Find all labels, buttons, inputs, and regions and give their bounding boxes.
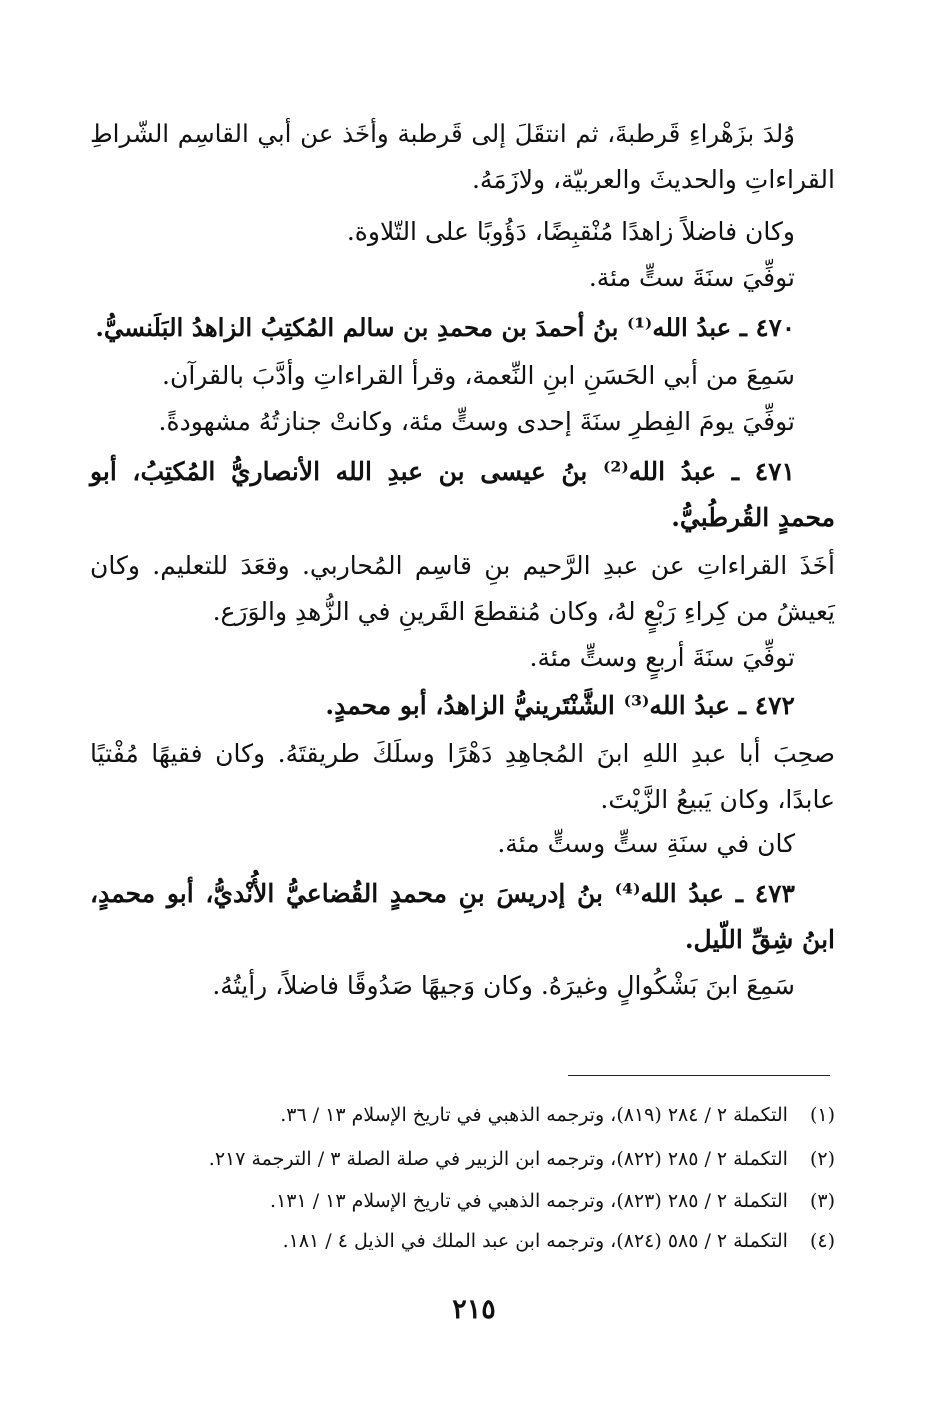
text-line: توفِّيَ يومَ الفِطرِ سنَةَ إحدى وستٍّ مئة، وكانتْ جنازتُهُ مشهودةً. [158, 407, 795, 436]
footnote-number: (٢) [809, 1148, 835, 1170]
text-line: كان في سنَةِ ستٍّ وستٍّ مئة. [497, 829, 795, 858]
text-line: توفِّيَ سنَةَ أربعٍ وستٍّ مئة. [529, 643, 795, 672]
text-line: أخَذَ القراءاتِ عن عبدِ الرَّحيم بنِ قاسِم المُحاربي. وقعَدَ للتعليم. وكان [90, 551, 835, 580]
text-line: سَمِعَ ابنَ بَشْكُوالٍ وغيرَهُ. وكان وَجيهًا صَدُوقًا فاضلاً، رأيتُهُ. [212, 971, 795, 1000]
footnote-separator [568, 1075, 830, 1076]
footnote-number: (٤) [809, 1230, 835, 1252]
footnote-text: التكملة ٢ / ٢٨٥ (٨٢٢)، وترجمه ابن الزبير في صلة الصلة ٣ / الترجمة ٢١٧. [208, 1148, 788, 1170]
footnote-2 [120, 1144, 835, 1174]
footnote-number: (١) [809, 1104, 835, 1126]
entry-heading-472: ٤٧٢ ـ عبدُ الله⁽³⁾ الشَّنْتَرينيُّ الزاهدُ، أبو محمدٍ. [325, 691, 795, 720]
entry-heading-471-continued: محمدٍ القُرطُبيُّ. [671, 503, 835, 532]
footnote-number: (٣) [809, 1190, 835, 1212]
entry-heading-473-continued: ابنُ شِقِّ اللّيل. [684, 925, 835, 954]
entry-heading-473: ٤٧٣ ـ عبدُ الله⁽⁴⁾ بنُ إدريسَ بنِ محمدٍ القُضاعيُّ الأُنْديُّ، أبو محمدٍ، [90, 879, 795, 908]
footnote-4 [120, 1226, 835, 1256]
page-number: ٢١٥ [452, 1294, 496, 1325]
footnote-1 [120, 1100, 835, 1130]
text-line: توفِّيَ سنَةَ ستٍّ مئة. [588, 263, 795, 292]
text-line: القراءاتِ والحديثَ والعربيّة، ولازَمَهُ. [471, 165, 835, 194]
text-line: صحِبَ أبا عبدِ اللهِ ابنَ المُجاهِدِ دَهْرًا وسلَكَ طريقتَهُ. وكان فقيهًا مُفْتيًا [90, 739, 835, 768]
footnote-text: التكملة ٢ / ٥٨٥ (٨٢٤)، وترجمه ابن عبد الملك في الذيل ٤ / ١٨١. [282, 1230, 788, 1252]
text-line: سَمِعَ من أبي الحَسَنِ ابنِ النِّعمة، وقرأ القراءاتِ وأدَّبَ بالقرآن. [162, 361, 795, 390]
footnote-3 [120, 1186, 835, 1216]
footnote-text: التكملة ٢ / ٢٨٤ (٨١٩)، وترجمه الذهبي في تاريخ الإسلام ١٣ / ٣٦. [280, 1104, 788, 1126]
text-line: وكان فاضلاً زاهدًا مُنْقبِضًا، دَؤُوبًا على التّلاوة. [346, 217, 795, 246]
text-line: يَعيشُ من كِراءِ رَبْعٍ لهُ، وكان مُنقطعَ القَرينِ في الزُّهدِ والوَرَع. [212, 597, 835, 626]
entry-heading-470: ٤٧٠ ـ عبدُ الله⁽¹⁾ بنُ أحمدَ بن محمدِ بن سالم المُكتِبُ الزاهدُ البَلَنسيُّ. [95, 313, 795, 342]
footnote-text: التكملة ٢ / ٢٨٥ (٨٢٣)، وترجمه الذهبي في تاريخ الإسلام ١٣ / ١٣١. [270, 1190, 788, 1212]
text-line: عابدًا، وكان يَبيعُ الزَّيْتَ. [600, 785, 835, 814]
text-line: وُلدَ بزَهْراءِ قَرطبةَ، ثم انتقَلَ إلى قَرطبة وأخَذ عن أبي القاسِم الشّراطِ [90, 119, 795, 148]
entry-heading-471: ٤٧١ ـ عبدُ الله⁽²⁾ بنُ عيسى بن عبدِ الله الأنصاريُّ المُكتِبُ، أبو [90, 457, 795, 486]
